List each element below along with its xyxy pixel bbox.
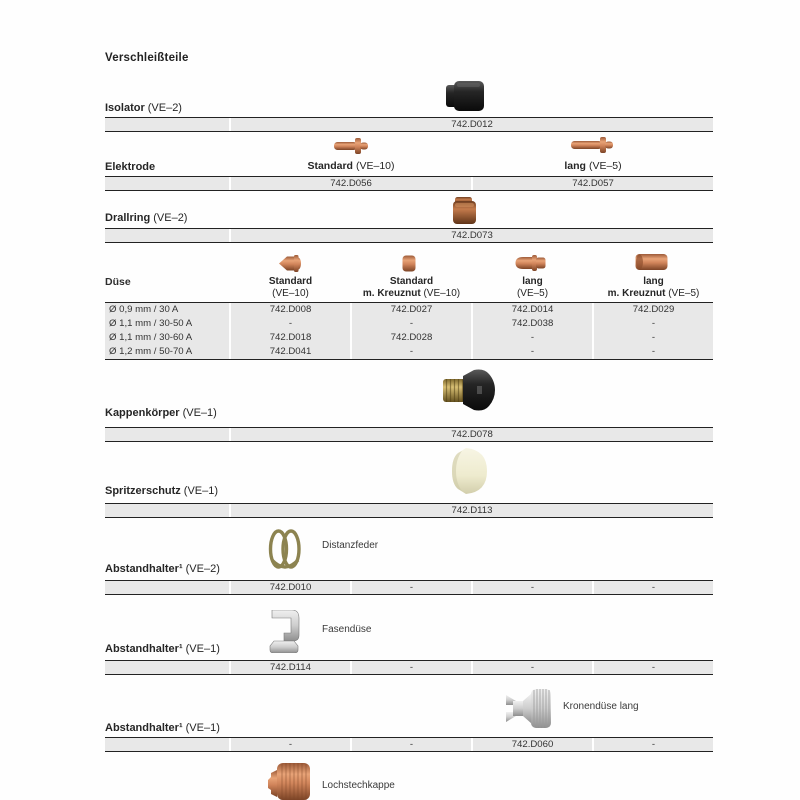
part-number: -: [231, 738, 350, 751]
empty-cell: [105, 504, 229, 517]
elektrode-lang-image: [571, 137, 613, 153]
drallring-image: [453, 197, 476, 224]
kappenkoerper-part-row: [105, 427, 713, 442]
elektrode-name: Elektrode: [105, 161, 156, 173]
part-number: -: [352, 738, 471, 751]
fasenduese-caption: Fasendüse: [322, 624, 372, 635]
duese-col-header: Standard (VE–10): [268, 276, 313, 299]
elektrode-standard-image: [334, 138, 368, 154]
part-number: 742.D073: [231, 229, 713, 242]
duese-col-header: Standard m. Kreuznut (VE–10): [362, 276, 461, 299]
isolator-label: [105, 102, 182, 114]
elektrode-standard-variant-label: Standard (VE–10): [307, 160, 395, 172]
duese-col-header: lang m. Kreuznut (VE–5): [607, 276, 700, 299]
part-number: -: [473, 331, 592, 345]
part-number: -: [594, 738, 713, 751]
part-number: 742.D029: [594, 303, 713, 317]
kappenkoerper-label: Kappenkörper (VE–1): [105, 407, 217, 419]
kronenduese-image: [505, 688, 553, 729]
duese-label: Düse: [105, 276, 131, 288]
part-number: -: [594, 345, 713, 359]
abstandhalter-distanzfeder-label: Abstandhalter¹ (VE–2): [105, 563, 220, 575]
duese-lang-image: [515, 255, 546, 271]
part-number: 742.D028: [352, 331, 471, 345]
part-number: -: [594, 331, 713, 345]
empty-cell: [105, 177, 229, 190]
distanzfeder-caption: Distanzfeder: [322, 540, 379, 551]
part-number: -: [473, 661, 592, 674]
abstandhalter-fasenduese-label: Abstandhalter¹ (VE–1): [105, 643, 220, 655]
part-number: -: [473, 345, 592, 359]
duese-row-label: Ø 1,1 mm / 30-50 A: [105, 317, 229, 331]
duese-standard-image: [278, 255, 302, 272]
duese-table-header: [105, 276, 713, 302]
part-number: 742.D056: [231, 177, 471, 190]
part-number: 742.D078: [231, 428, 713, 441]
part-number: 742.D113: [231, 504, 713, 517]
part-number: 742.D014: [473, 303, 592, 317]
spritzerschutz-part-row: [105, 503, 713, 518]
elektrode-part-row: [105, 176, 713, 191]
part-number: 742.D114: [231, 661, 350, 674]
duese-standard-kreuznut-image: [402, 255, 416, 272]
page-title: Verschleißteile: [105, 52, 189, 64]
empty-cell: [105, 118, 229, 131]
spritzerschutz-image: [448, 448, 488, 494]
distanzfeder-image: [268, 528, 302, 572]
empty-cell: [105, 738, 229, 751]
drallring-part-row: [105, 228, 713, 243]
isolator-image: [446, 81, 484, 111]
lochstechkappe-image: [268, 763, 310, 800]
part-number: 742.D008: [231, 303, 350, 317]
abstandhalter-distanzfeder-part-row: [105, 580, 713, 595]
duese-row-label: Ø 0,9 mm / 30 A: [105, 303, 229, 317]
part-number: 742.D041: [231, 345, 350, 359]
abstandhalter-kronenduese-part-row: [105, 737, 713, 752]
part-number: -: [594, 581, 713, 594]
part-number: 742.D027: [352, 303, 471, 317]
part-number: -: [594, 317, 713, 331]
isolator-ve: (VE–2): [147, 102, 182, 114]
duese-row-label: Ø 1,1 mm / 30-60 A: [105, 331, 229, 345]
part-number: 742.D010: [231, 581, 350, 594]
isolator-part-row: [105, 117, 713, 132]
duese-col-header: lang (VE–5): [516, 276, 549, 299]
part-number: -: [231, 317, 350, 331]
abstandhalter-fasenduese-part-row: [105, 660, 713, 675]
part-number: -: [352, 317, 471, 331]
kappenkoerper-image: [443, 368, 495, 412]
part-number: 742.D057: [473, 177, 713, 190]
part-number: -: [473, 581, 592, 594]
empty-cell: [105, 581, 229, 594]
duese-table-body: [105, 302, 713, 360]
part-number: -: [352, 345, 471, 359]
empty-cell: [105, 428, 229, 441]
part-number: 742.D060: [473, 738, 592, 751]
empty-cell: [105, 661, 229, 674]
part-number: 742.D038: [473, 317, 592, 331]
part-number: 742.D012: [231, 118, 713, 131]
fasenduese-image: [268, 610, 300, 653]
part-number: 742.D018: [231, 331, 350, 345]
duese-row-label: Ø 1,2 mm / 50-70 A: [105, 345, 229, 359]
part-number: -: [352, 581, 471, 594]
isolator-name: Isolator: [105, 102, 145, 114]
part-number: -: [594, 661, 713, 674]
duese-lang-kreuznut-image: [635, 253, 668, 271]
empty-cell: [105, 229, 229, 242]
elektrode-lang-variant-label: lang (VE–5): [564, 160, 622, 172]
part-number: -: [352, 661, 471, 674]
drallring-label: Drallring (VE–2): [105, 212, 188, 224]
abstandhalter-kronenduese-label: Abstandhalter¹ (VE–1): [105, 722, 220, 734]
spritzerschutz-label: Spritzerschutz (VE–1): [105, 485, 219, 497]
lochstechkappe-caption: Lochstechkappe: [322, 780, 395, 791]
kronenduese-caption: Kronendüse lang: [563, 701, 639, 712]
elektrode-label: [105, 161, 155, 173]
